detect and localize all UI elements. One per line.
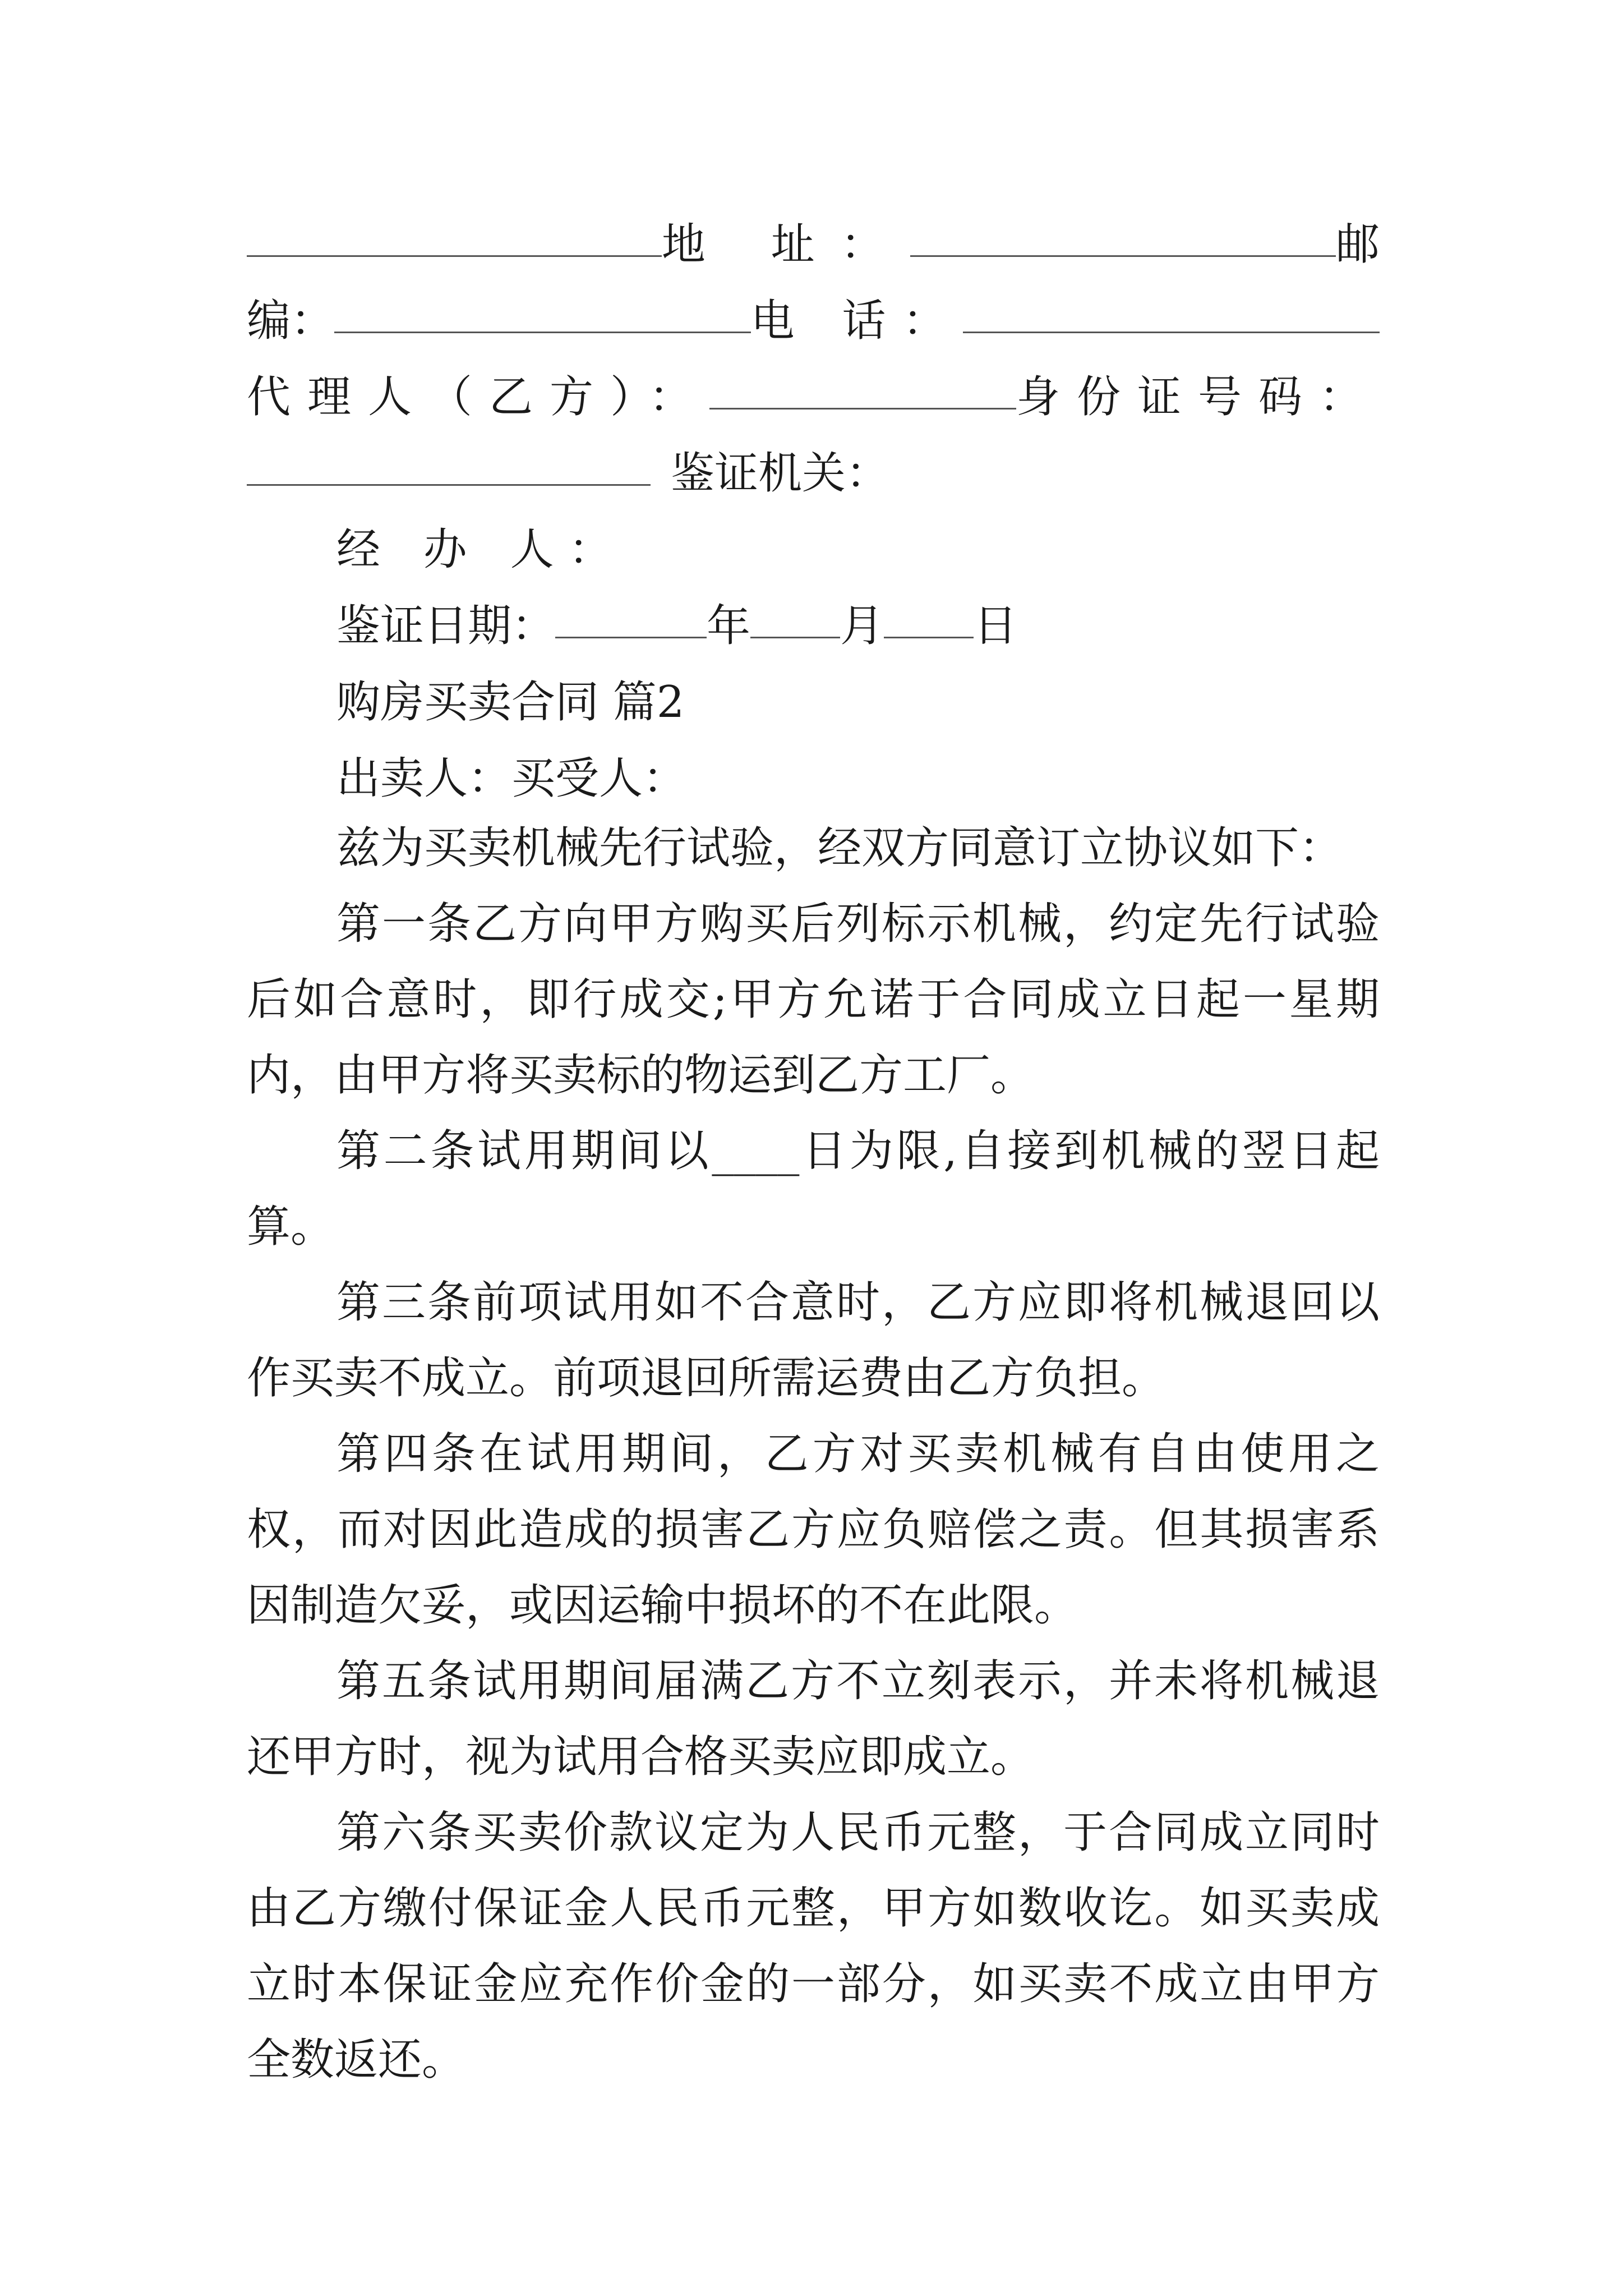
- agent-blank: [709, 408, 1016, 409]
- authority-label: 鉴证机关：: [671, 448, 890, 499]
- date-row: [336, 595, 1380, 657]
- postcode-blank: [334, 332, 751, 333]
- address-row: [247, 213, 1380, 276]
- section-title-text: 购房买卖合同 篇2: [336, 677, 685, 728]
- date-label: 鉴证日期：: [336, 601, 556, 651]
- parties-line: [336, 747, 1380, 810]
- year-label: 年: [707, 601, 751, 651]
- agent-label: 代理人（乙方）：: [247, 372, 710, 422]
- id-number-blank: [247, 484, 651, 486]
- authority-row: [247, 442, 1380, 505]
- clause-2: 第二条试用期间以____日为限,自接到机械的翌日起算。: [247, 1126, 1380, 1252]
- clause-3: 第三条前项试用如不合意时，乙方应即将机械退回以作买卖不成立。前项退回所需运费由乙方负担。: [247, 1277, 1380, 1404]
- address-blank: [910, 255, 1336, 257]
- section-title: [336, 671, 1380, 734]
- agent-row: [247, 366, 1380, 429]
- month-blank: [750, 637, 840, 638]
- postcode-label-end: 编：: [247, 296, 335, 346]
- postcode-label-start: 邮: [1335, 219, 1380, 270]
- address-label: 地 址：: [661, 219, 910, 270]
- year-blank: [555, 637, 707, 638]
- clause-intro: 兹为买卖机械先行试验，经双方同意订立协议如下：: [336, 823, 1343, 873]
- handler-label: 经 办 人：: [336, 524, 627, 575]
- handler-row: [336, 518, 1380, 581]
- clause-1: 第一条乙方向甲方购买后列标示机械，约定先行试验后如合意时，即行成交;甲方允诺于合同成立日起一星期内，由甲方将买卖标的物运到乙方工厂。: [247, 899, 1380, 1101]
- clause-5: 第五条试用期间届满乙方不立刻表示，并未将机械退还甲方时，视为试用合格买卖应即成立。: [247, 1656, 1380, 1782]
- id-number-label: 身份证号码：: [1016, 372, 1380, 422]
- day-blank: [884, 637, 974, 638]
- parties-text: 出卖人：买受人：: [336, 753, 687, 804]
- clause-4: 第四条在试用期间，乙方对买卖机械有自由使用之权，而对因此造成的损害乙方应负赔偿之责。但其损害系因制造欠妥，或因运输中损坏的不在此限。: [247, 1429, 1380, 1631]
- postcode-phone-row: [247, 289, 1380, 352]
- month-label: 月: [840, 601, 884, 651]
- phone-blank: [963, 332, 1380, 333]
- phone-label: 电 话：: [750, 296, 963, 346]
- blank-line: [247, 255, 662, 257]
- clauses: [247, 811, 1380, 2098]
- day-label: 日: [974, 601, 1018, 651]
- clause-6: 第六条买卖价款议定为人民币元整，于合同成立同时由乙方缴付保证金人民币元整，甲方如数收讫。如买卖成立时本保证金应充作价金的一部分，如买卖不成立由甲方全数返还。: [247, 1807, 1380, 2085]
